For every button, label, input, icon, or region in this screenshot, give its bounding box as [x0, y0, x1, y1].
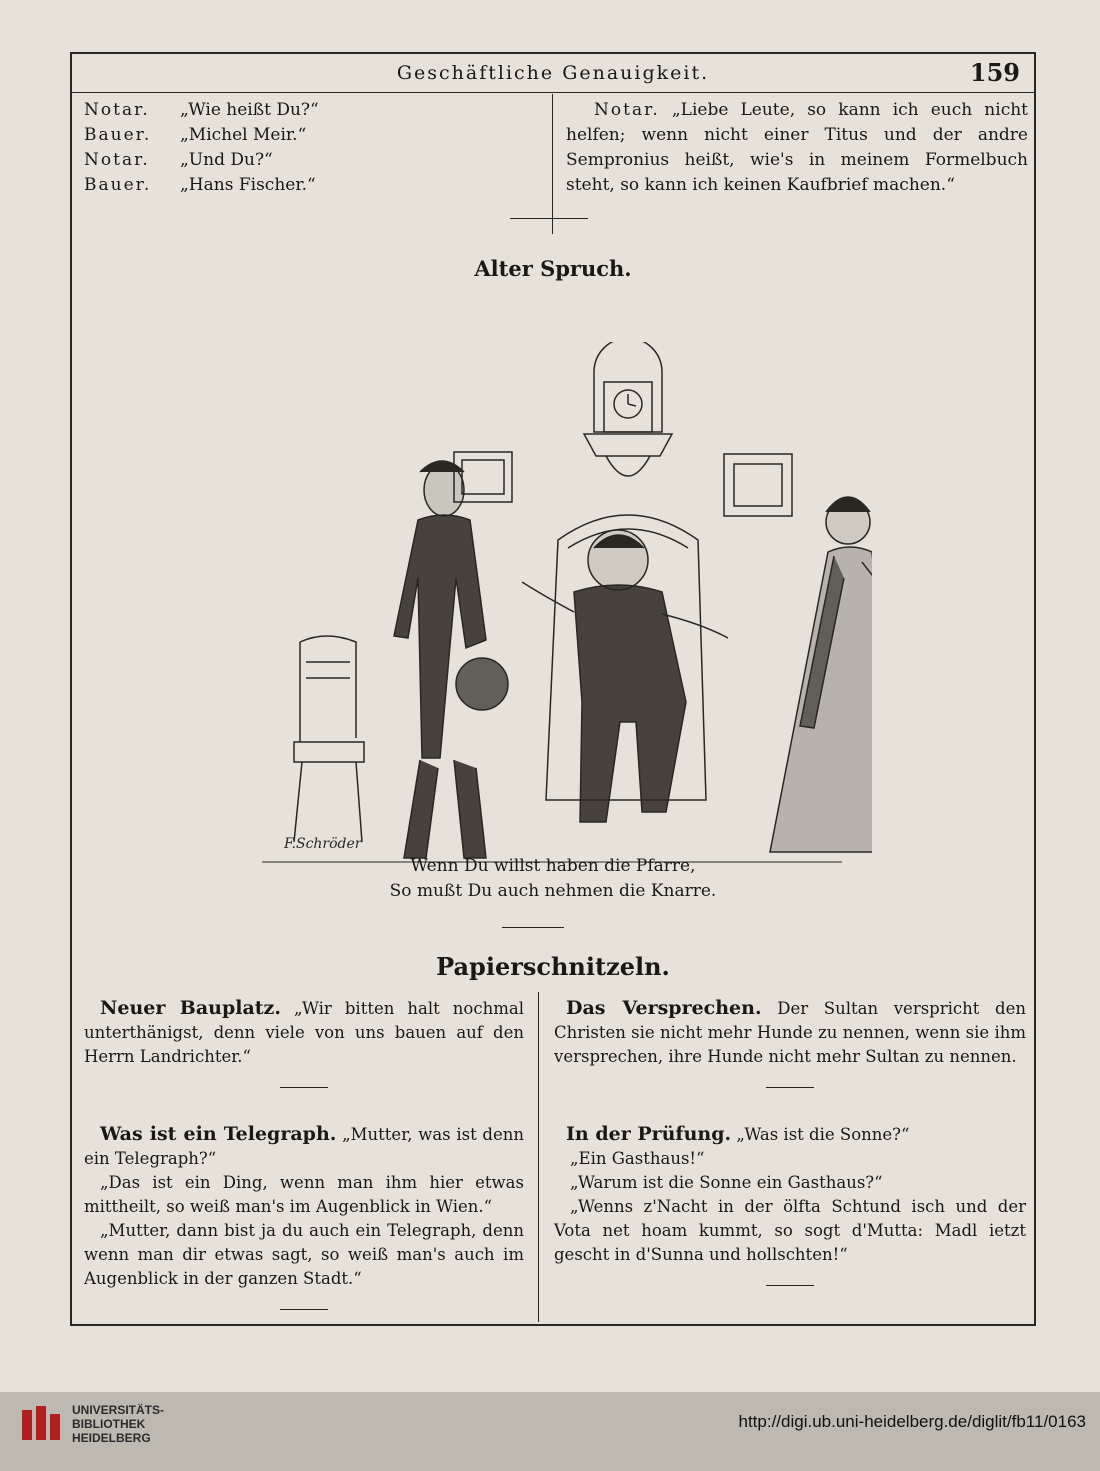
closing-text: „Liebe Leute, so kann ich euch nicht helfen; wenn nicht einer Titus und der andre Sempronius heißt, wie's in meinem Formelbuch steht, so kann ich keinen Kaufbrief machen.“	[566, 100, 1028, 195]
telegraph	[84, 1122, 524, 1171]
header-rule	[72, 92, 1034, 93]
speaker: Bauer.	[84, 125, 152, 145]
dialog-line	[84, 173, 544, 198]
line-text: „Wie heißt Du?“	[180, 100, 319, 120]
item-title: Was ist ein Telegraph.	[100, 1123, 337, 1145]
item-text: „Mutter, was ist denn ein Telegraph?“	[84, 1125, 524, 1168]
viewer-footer	[0, 1392, 1100, 1471]
artist-signature: F.Schröder	[284, 836, 362, 852]
library-logo-icon	[20, 1402, 64, 1446]
item-divider	[280, 1087, 328, 1088]
dialog-right-column	[566, 98, 1028, 198]
section-divider	[502, 927, 564, 928]
item-divider	[766, 1087, 814, 1088]
telegraph-p3: „Mutter, dann bist ja du auch ein Telegraph, denn wenn man dir etwas sagt, so weiß man's auch im Augenblick in der ganzen Stadt.“	[84, 1221, 524, 1288]
library-logo[interactable]	[20, 1402, 164, 1446]
item-divider	[766, 1285, 814, 1286]
cartoon-illustration	[222, 342, 872, 882]
alter-spruch-title: Alter Spruch.	[474, 256, 632, 281]
library-name	[72, 1403, 164, 1445]
neuer-bauplatz	[84, 996, 524, 1069]
pruefung-p2: „Ein Gasthaus!“	[570, 1149, 705, 1168]
right-column	[554, 996, 1026, 1302]
line-text: „Michel Meir.“	[180, 125, 307, 145]
column-divider-top	[552, 94, 553, 234]
item-title: Neuer Bauplatz.	[100, 997, 281, 1019]
left-column	[84, 996, 524, 1326]
das-versprechen	[554, 996, 1026, 1069]
telegraph-p2: „Das ist ein Ding, wenn man ihm hier etwas mittheilt, so weiß man's im Augenblick in Wien.“	[84, 1173, 524, 1216]
speaker: Notar.	[84, 150, 150, 170]
pruefung-p4: „Wenns z'Nacht in der ölfta Schtund isch und der Vota net hoam kummt, so sogt d'Mutta: Madl ietzt gescht in d'Sunna und hollschten!“	[554, 1197, 1026, 1264]
speaker: Notar.	[594, 100, 660, 120]
logo-line: BIBLIOTHEK	[72, 1417, 146, 1431]
logo-line: UNIVERSITÄTS-	[72, 1403, 165, 1417]
dialog-line	[84, 123, 544, 148]
pruefung-p3: „Warum ist die Sonne ein Gasthaus?“	[570, 1173, 883, 1192]
item-divider	[280, 1309, 328, 1310]
section-divider	[510, 218, 588, 219]
page-number: 159	[969, 58, 1020, 87]
line-text: „Hans Fischer.“	[180, 175, 316, 195]
logo-line: HEIDELBERG	[72, 1431, 151, 1445]
column-divider-bottom	[538, 992, 539, 1322]
item-text: „Was ist die Sonne?“	[736, 1125, 910, 1144]
dialog-left-column	[84, 98, 544, 198]
page-frame	[70, 52, 1036, 1326]
in-der-pruefung	[554, 1122, 1026, 1147]
saying-caption-line1: Wenn Du willst haben die Pfarre,	[410, 856, 696, 876]
item-title: Das Versprechen.	[566, 997, 762, 1019]
document-url-link[interactable]: http://digi.ub.uni-heidelberg.de/diglit/fb11/0163	[738, 1412, 1086, 1431]
item-text: „Wir bitten halt nochmal unterthänigst, denn viele von uns bauen auf den Herrn Landrichter.“	[84, 999, 524, 1066]
item-text: Der Sultan verspricht den Christen sie nicht mehr Hunde zu nennen, wenn sie ihm versprechen, ihre Hunde nicht mehr Sultan zu nennen.	[554, 999, 1026, 1066]
line-text: „Und Du?“	[180, 150, 273, 170]
speaker: Notar.	[84, 100, 150, 120]
papierschnitzeln-title: Papierschnitzeln.	[436, 952, 670, 981]
dialog-line	[84, 148, 544, 173]
running-title: Geschäftliche Genauigkeit.	[396, 62, 710, 84]
item-title: In der Prüfung.	[566, 1123, 732, 1145]
dialog-line	[84, 98, 544, 123]
saying-caption-line2: So mußt Du auch nehmen die Knarre.	[389, 881, 717, 901]
speaker: Bauer.	[84, 175, 152, 195]
